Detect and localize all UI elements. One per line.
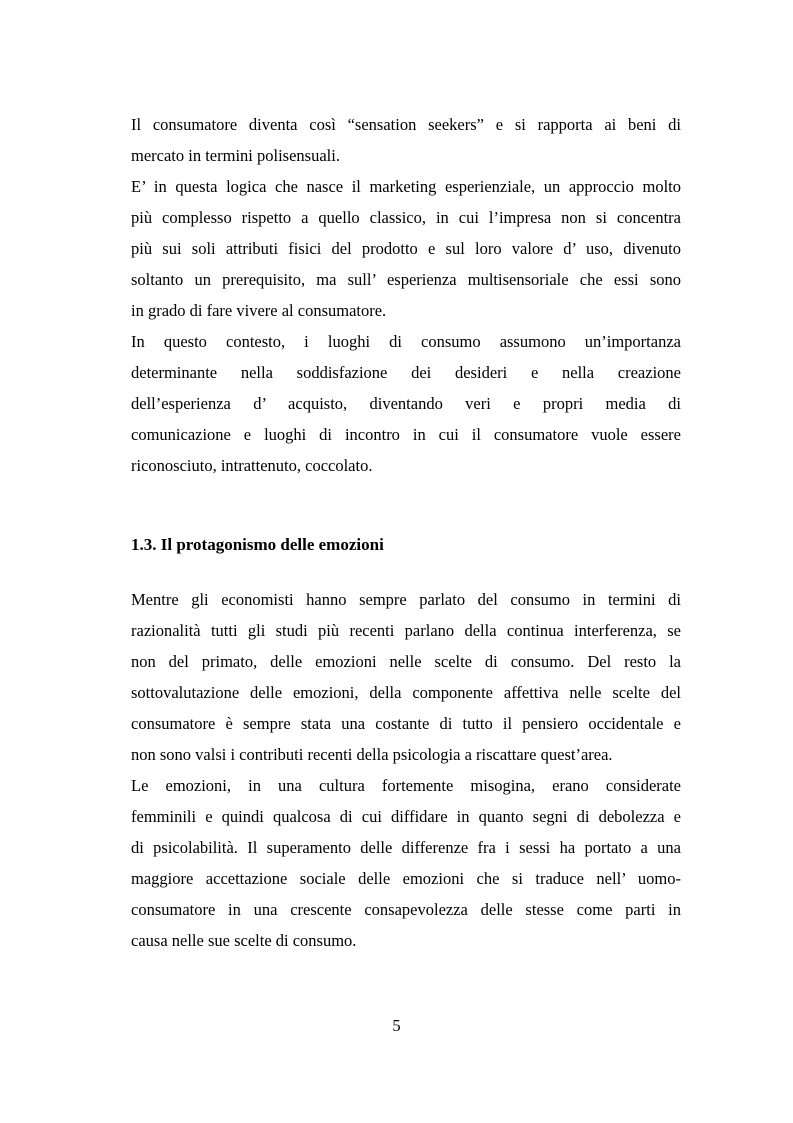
text-line: Le emozioni, in una cultura fortemente misogina, erano considerate [131, 776, 681, 795]
text-line: più sui soli attributi fisici del prodotto e sul loro valore d’ uso, divenuto [131, 239, 681, 258]
text-line: mercato in termini polisensuali. [131, 146, 340, 165]
page-number: 5 [392, 1016, 401, 1035]
text-line: Il consumatore diventa così “sensation seekers” e si rapporta ai beni di [131, 115, 681, 134]
text-line: di psicolabilità. Il superamento delle differenze fra i sessi ha portato a una [131, 838, 681, 857]
text-line: sottovalutazione delle emozioni, della componente affettiva nelle scelte del [131, 683, 681, 702]
paragraph-consumer-sensation-seekers [131, 109, 681, 171]
text-line: consumatore è sempre stata una costante di tutto il pensiero occidentale e [131, 714, 681, 733]
text-line: non del primato, delle emozioni nelle scelte di consumo. Del resto la [131, 652, 681, 671]
text-line: razionalità tutti gli studi più recenti parlano della continua interferenza, se [131, 621, 681, 640]
text-line: non sono valsi i contributi recenti della psicologia a riscattare quest’area. [131, 745, 613, 764]
paragraph-emotions-culture [131, 770, 681, 956]
text-line: riconosciuto, intrattenuto, coccolato. [131, 456, 373, 475]
paragraph-places-of-consumption [131, 326, 681, 481]
text-line: comunicazione e luoghi di incontro in cui il consumatore vuole essere [131, 425, 681, 444]
text-line: maggiore accettazione sociale delle emozioni che si traduce nell’ uomo- [131, 869, 681, 888]
text-line: dell’esperienza d’ acquisto, diventando veri e propri media di [131, 394, 681, 413]
text-line: determinante nella soddisfazione dei desideri e nella creazione [131, 363, 681, 382]
text-line: E’ in questa logica che nasce il marketing esperienziale, un approccio molto [131, 177, 681, 196]
text-line: femminili e quindi qualcosa di cui diffidare in quanto segni di debolezza e [131, 807, 681, 826]
text-line: soltanto un prerequisito, ma sull’ esperienza multisensoriale che essi sono [131, 270, 681, 289]
text-line: in grado di fare vivere al consumatore. [131, 301, 387, 320]
section-heading: 1.3. Il protagonismo delle emozioni [131, 535, 384, 554]
paragraph-economists-emotions [131, 584, 681, 770]
text-line: più complesso rispetto a quello classico, in cui l’impresa non si concentra [131, 208, 681, 227]
text-line: In questo contesto, i luoghi di consumo assumono un’importanza [131, 332, 681, 351]
paragraph-experiential-marketing [131, 171, 681, 326]
text-line: Mentre gli economisti hanno sempre parlato del consumo in termini di [131, 590, 681, 609]
text-line: consumatore in una crescente consapevolezza delle stesse come parti in [131, 900, 681, 919]
text-line: causa nelle sue scelte di consumo. [131, 931, 357, 950]
